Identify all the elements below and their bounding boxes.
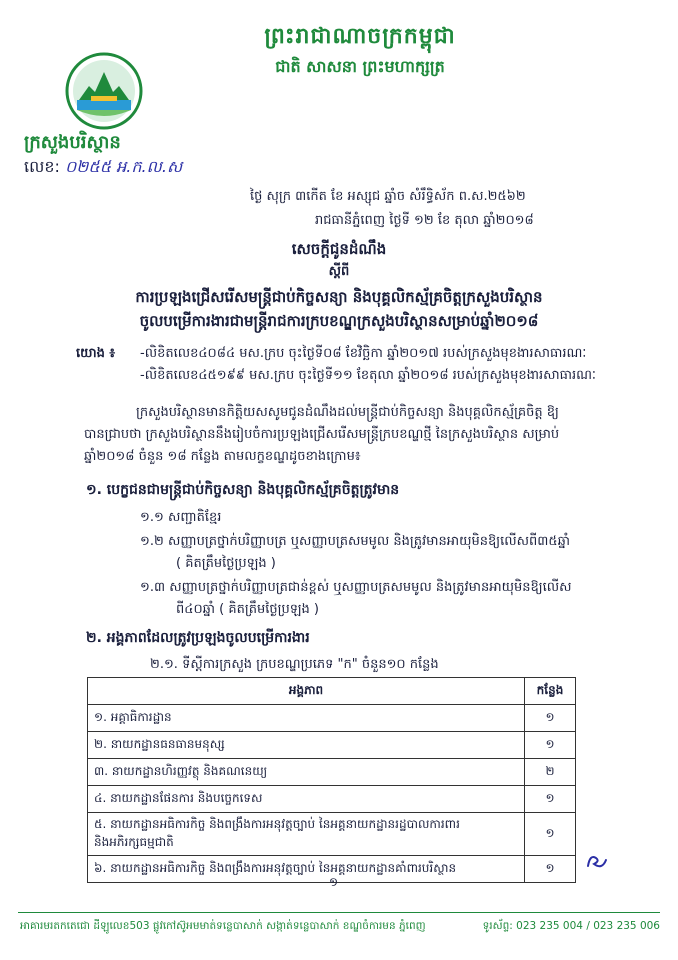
count-cell: ១ xyxy=(525,732,576,759)
footer-divider xyxy=(18,912,660,913)
footer-address: អាគារមរតកតេជោ ដីឡូលេខ503 ផ្លូវកៅស៊ូអមមាត់ទន្លេបាសាក់ សង្កាត់ទន្លេបាសាក់ ខណ្ឌចំការមន ភ្នំពេញ xyxy=(20,920,426,932)
kingdom-title: ព្រះរាជាណាចក្រកម្ពុជា xyxy=(264,24,456,49)
ministry-logo xyxy=(65,52,143,130)
unit-cell: ១. អគ្គាធិការដ្ឋាន xyxy=(88,705,525,732)
page-number: ១ xyxy=(329,875,339,889)
count-cell: ១ xyxy=(525,856,576,883)
ref-value: ០២៥៥ អ.ក.ល.ស xyxy=(64,157,183,176)
unit-cell: ៤. នាយកដ្ឋានផែនការ និងបច្ចេកទេស xyxy=(88,786,525,813)
requirement-1-2: ១.២ សញ្ញាបត្រថ្នាក់បរិញ្ញាបត្រ ឬសញ្ញាបត្រសមមូល និងត្រូវមានអាយុមិនឱ្យលើសពី៣៥ឆ្នាំ xyxy=(140,534,570,549)
reference-2: -លិខិតលេខ៤៥១៩៩ មស.ក្រប ចុះថ្ងៃទី១១ ខែតុលា ឆ្នាំ២០១៨ របស់ក្រសួងមុខងារសាធារណៈ xyxy=(140,368,597,383)
table-row xyxy=(88,786,576,813)
count-cell: ១ xyxy=(525,813,576,856)
unit-cell: ៣. នាយកដ្ឋានហិរញ្ញវត្ថុ និងគណនេយ្យ xyxy=(88,759,525,786)
column-header-count: កន្លែង xyxy=(525,678,576,705)
unit-cell xyxy=(88,813,525,856)
count-cell: ២ xyxy=(525,759,576,786)
requirement-1-2-note: ( គិតត្រឹមថ្ងៃប្រឡង ) xyxy=(176,556,276,571)
table-row xyxy=(88,813,576,856)
notice-subject-line2: ចូលបម្រើការងារជាមន្ត្រីរាជការក្របខណ្ឌក្រសួងបរិស្ថានសម្រាប់ឆ្នាំ២០១៨ xyxy=(139,312,539,330)
notice-subject-line1: ការប្រឡងជ្រើសរើសមន្ត្រីជាប់កិច្ចសន្យា និងបុគ្គលិកស្ម័គ្រចិត្តក្រសួងបរិស្ថាន xyxy=(135,288,543,306)
column-header-unit: អង្គភាព xyxy=(88,678,525,705)
notice-title: សេចក្តីជូនដំណឹង xyxy=(291,240,387,258)
unit-cell: ២. នាយកដ្ឋានធនធានមនុស្ស xyxy=(88,732,525,759)
handwritten-initial xyxy=(584,848,610,874)
ministry-name: ក្រសួងបរិស្ថាន xyxy=(24,132,121,153)
unit-line: ៥. នាយកដ្ឋានអធិការកិច្ច និងពង្រឹងការអនុវត្តច្បាប់ នៃអគ្គនាយកដ្ឋានរដ្ឋបាលការពារ xyxy=(94,817,460,831)
notice-about: ស្តីពី xyxy=(328,264,350,279)
section-1-heading: ១. បេក្ខជនជាមន្ត្រីជាប់កិច្ចសន្យា និងបុគ្គលិកស្ម័គ្រចិត្តត្រូវមាន xyxy=(86,482,400,498)
solar-date: រាជធានីភ្នំពេញ ថ្ងៃទី ១២ ខែ តុលា ឆ្នាំ២០១៨ xyxy=(315,213,534,228)
intro-line-2: បានជ្រាបថា ក្រសួងបរិស្ថាននឹងរៀបចំការប្រឡងជ្រើសរើសមន្ត្រីក្របខណ្ឌថ្មី នៃក្រសួងបរិស្ថាន សម្រាប់ xyxy=(84,427,560,442)
lunar-date: ថ្ងៃ សុក្រ ៣កើត ខែ អស្សុជ ឆ្នាំច សំរឹទ្ធិស័ក ព.ស.២៥៦២ xyxy=(250,189,526,204)
reference-1: -លិខិតលេខ៤០៨៤ មស.ក្រប ចុះថ្ងៃទី០៨ ខែវិច្ឆិកា ឆ្នាំ២០១៧ របស់ក្រសួងមុខងារសាធារណៈ xyxy=(140,346,587,361)
section-2-1-sub: ២.១. ទីស្តីការក្រសួង ក្របខណ្ឌប្រភេទ "ក" ចំនួន១០ កន្លែង xyxy=(150,657,439,672)
footer-phone: ទូរស័ព្ទ: 023 235 004 / 023 235 006 xyxy=(482,920,660,932)
count-cell: ១ xyxy=(525,786,576,813)
table-header-row xyxy=(88,678,576,705)
ref-label: លេខ: xyxy=(24,157,60,176)
intro-line-3: ឆ្នាំ២០១៨ ចំនួន ១៨ កន្លែង តាមលក្ខខណ្ឌដូចខាងក្រោម៖ xyxy=(84,449,361,464)
intro-line-1: ក្រសួងបរិស្ថានមានកិត្តិយសសូមជូនដំណឹងដល់មន្ត្រីជាប់កិច្ចសន្យា និងបុគ្គលិកស្ម័គ្រចិត្ត ឱ្យ xyxy=(136,405,559,420)
unit-line-continued: និងអភិរក្សធម្មជាតិ xyxy=(94,835,174,849)
table-row xyxy=(88,732,576,759)
section-2-heading: ២. អង្គភាពដែលត្រូវប្រឡងចូលបម្រើការងារ xyxy=(86,630,310,646)
reference-number xyxy=(24,156,182,180)
footer xyxy=(20,920,660,935)
table-row xyxy=(88,705,576,732)
requirement-1-3-note: ពី៤០ឆ្នាំ ( គិតត្រឹមថ្ងៃប្រឡង ) xyxy=(176,602,319,617)
requirement-1-3: ១.៣ សញ្ញាបត្រថ្នាក់បរិញ្ញាបត្រជាន់ខ្ពស់ ឬសញ្ញាបត្រសមមូល និងត្រូវមានអាយុមិនឱ្យលើស xyxy=(140,580,572,595)
reference-label: យោង ៖ xyxy=(76,346,116,361)
unit-cell: ៦. នាយកដ្ឋានអធិការកិច្ច និងពង្រឹងការអនុវត្តច្បាប់ នៃអគ្គនាយកដ្ឋានគាំពារបរិស្ថាន xyxy=(88,856,525,883)
table-row xyxy=(88,759,576,786)
requirement-1-1: ១.១ សញ្ជាតិខ្មែរ xyxy=(140,510,222,525)
count-cell: ១ xyxy=(525,705,576,732)
positions-table xyxy=(87,677,576,883)
national-motto: ជាតិ សាសនា ព្រះមហាក្សត្រ xyxy=(275,57,445,76)
